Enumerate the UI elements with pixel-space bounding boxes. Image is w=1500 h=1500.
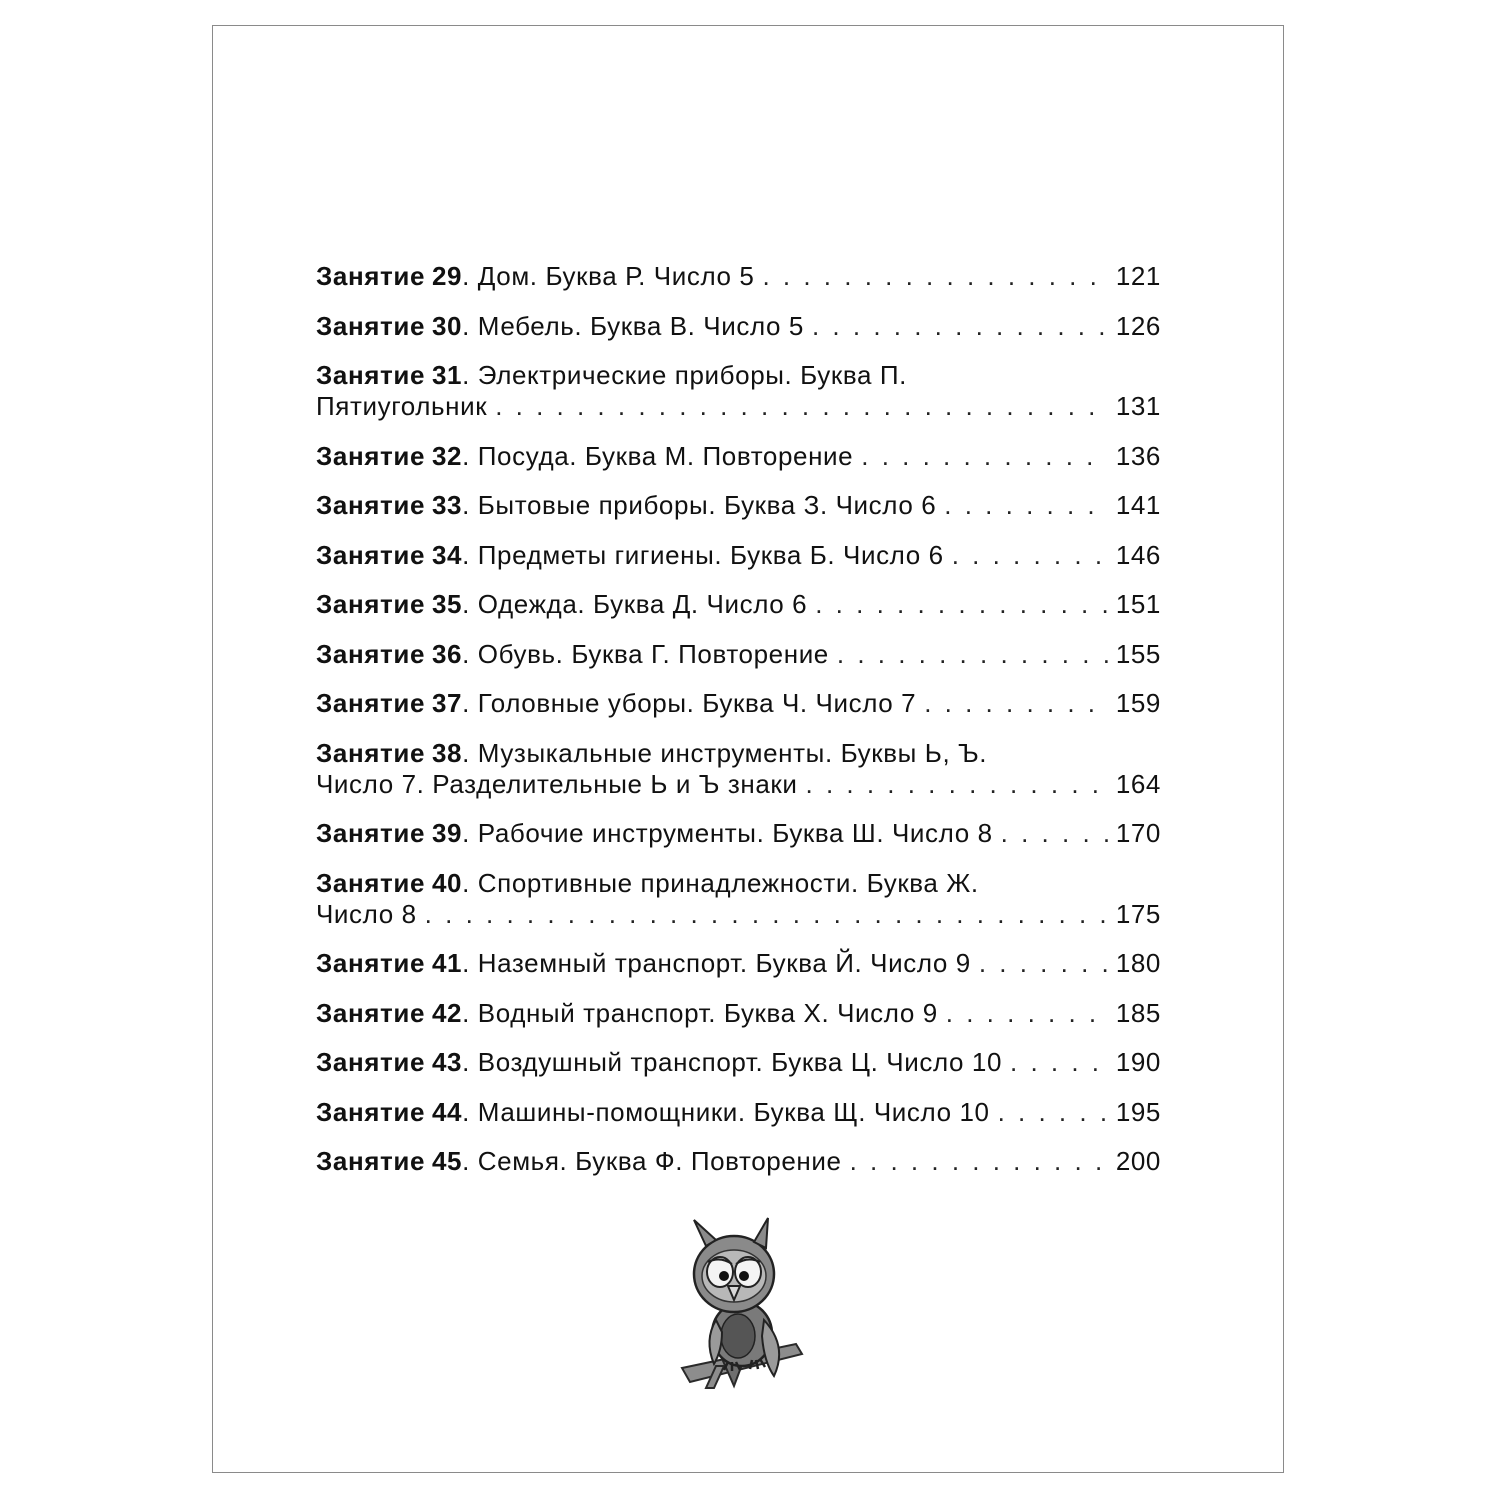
lesson-word: Занятие bbox=[316, 948, 425, 978]
table-of-contents bbox=[316, 258, 1161, 1193]
lesson-number: 29 bbox=[432, 261, 463, 291]
dot-leader bbox=[837, 636, 1109, 672]
lesson-title: . Музыкальные инструменты. Буквы Ь, Ъ. bbox=[462, 737, 988, 768]
lesson-title: . Электрические приборы. Буква П. bbox=[462, 360, 907, 390]
page-number: 190 bbox=[1115, 1047, 1161, 1077]
lesson-number: 36 bbox=[432, 638, 463, 669]
page-number: 159 bbox=[1115, 688, 1161, 718]
lesson-title-continued: Пятиугольник bbox=[316, 391, 488, 421]
lesson-label bbox=[316, 685, 462, 721]
dot-leader bbox=[1010, 1044, 1109, 1080]
dot-leader bbox=[861, 438, 1109, 474]
lesson-title: . Водный транспорт. Буква Х. Число 9 bbox=[462, 997, 938, 1028]
lesson-word: Занятие bbox=[316, 818, 425, 848]
lesson-word: Занятие bbox=[316, 261, 425, 291]
toc-entry bbox=[316, 1044, 1161, 1094]
page-number: 180 bbox=[1115, 948, 1161, 978]
page-number: 170 bbox=[1115, 818, 1161, 848]
lesson-number: 31 bbox=[432, 360, 463, 390]
lesson-title: . Рабочие инструменты. Буква Ш. Число 8 bbox=[462, 818, 993, 848]
lesson-label bbox=[316, 815, 462, 851]
lesson-label bbox=[316, 586, 462, 622]
lesson-number: 39 bbox=[432, 818, 463, 848]
dot-leader bbox=[425, 896, 1109, 932]
lesson-number: 42 bbox=[432, 997, 463, 1028]
lesson-number: 32 bbox=[432, 440, 463, 471]
lesson-label bbox=[316, 438, 462, 474]
dot-leader bbox=[495, 388, 1109, 424]
lesson-number: 35 bbox=[432, 589, 463, 619]
lesson-number: 43 bbox=[432, 1047, 463, 1077]
lesson-title: . Посуда. Буква М. Повторение bbox=[462, 440, 854, 471]
lesson-title-continued: Число 7. Разделительные Ь и Ъ знаки bbox=[316, 768, 798, 799]
page-number: 155 bbox=[1115, 638, 1161, 669]
lesson-title: . Обувь. Буква Г. Повторение bbox=[462, 638, 829, 669]
lesson-title: . Бытовые приборы. Буква З. Число 6 bbox=[462, 490, 937, 520]
toc-entry bbox=[316, 735, 1161, 816]
lesson-title: . Предметы гигиены. Буква Б. Число 6 bbox=[462, 539, 944, 570]
lesson-number: 40 bbox=[432, 867, 463, 898]
page-number: 185 bbox=[1115, 997, 1161, 1028]
toc-entry bbox=[316, 945, 1161, 995]
lesson-number: 44 bbox=[432, 1096, 463, 1127]
lesson-word: Занятие bbox=[316, 440, 425, 471]
lesson-label bbox=[316, 1143, 462, 1179]
lesson-title: . Воздушный транспорт. Буква Ц. Число 10 bbox=[462, 1047, 1003, 1077]
lesson-word: Занятие bbox=[316, 490, 425, 520]
lesson-word: Занятие bbox=[316, 589, 425, 619]
toc-entry bbox=[316, 685, 1161, 735]
lesson-label bbox=[316, 995, 462, 1031]
page-number: 126 bbox=[1115, 310, 1161, 341]
page-number: 195 bbox=[1115, 1096, 1161, 1127]
lesson-title: . Головные уборы. Буква Ч. Число 7 bbox=[462, 688, 917, 718]
lesson-word: Занятие bbox=[316, 1047, 425, 1077]
dot-leader bbox=[806, 766, 1110, 802]
dot-leader bbox=[952, 537, 1109, 573]
dot-leader bbox=[815, 586, 1109, 622]
dot-leader bbox=[924, 685, 1109, 721]
lesson-label bbox=[316, 1094, 462, 1130]
lesson-word: Занятие bbox=[316, 1146, 425, 1176]
page-number: 146 bbox=[1115, 539, 1161, 570]
lesson-number: 33 bbox=[432, 490, 463, 520]
dot-leader bbox=[998, 1094, 1109, 1130]
lesson-title: . Одежда. Буква Д. Число 6 bbox=[462, 589, 808, 619]
page-number: 164 bbox=[1115, 768, 1161, 799]
lesson-word: Занятие bbox=[316, 1096, 425, 1127]
lesson-number: 45 bbox=[432, 1146, 463, 1176]
toc-entry bbox=[316, 1143, 1161, 1193]
lesson-title: . Дом. Буква Р. Число 5 bbox=[462, 261, 755, 291]
toc-entry bbox=[316, 357, 1161, 438]
page-number: 136 bbox=[1115, 440, 1161, 471]
lesson-word: Занятие bbox=[316, 360, 425, 390]
lesson-label bbox=[316, 945, 462, 981]
lesson-label bbox=[316, 636, 462, 672]
lesson-label bbox=[316, 308, 462, 344]
toc-entry bbox=[316, 537, 1161, 587]
dot-leader bbox=[850, 1143, 1109, 1179]
toc-entry bbox=[316, 258, 1161, 308]
page-number: 175 bbox=[1115, 898, 1161, 929]
dot-leader bbox=[1001, 815, 1109, 851]
lesson-number: 30 bbox=[432, 310, 463, 341]
lesson-title-continued: Число 8 bbox=[316, 898, 417, 929]
lesson-label bbox=[316, 487, 462, 523]
toc-entry bbox=[316, 586, 1161, 636]
lesson-number: 38 bbox=[432, 737, 463, 768]
lesson-word: Занятие bbox=[316, 688, 425, 718]
toc-entry bbox=[316, 636, 1161, 686]
lesson-word: Занятие bbox=[316, 997, 425, 1028]
toc-entry bbox=[316, 815, 1161, 865]
lesson-word: Занятие bbox=[316, 867, 425, 898]
toc-entry bbox=[316, 865, 1161, 946]
toc-entry bbox=[316, 308, 1161, 358]
lesson-number: 37 bbox=[432, 688, 463, 718]
lesson-number: 41 bbox=[432, 948, 463, 978]
lesson-title: . Мебель. Буква В. Число 5 bbox=[462, 310, 804, 341]
dot-leader bbox=[979, 945, 1109, 981]
page-number: 200 bbox=[1115, 1146, 1161, 1176]
dot-leader bbox=[762, 258, 1109, 294]
lesson-title: . Машины-помощники. Буква Щ. Число 10 bbox=[462, 1096, 990, 1127]
owl-on-branch-icon bbox=[676, 1216, 808, 1392]
lesson-title: . Спортивные принадлежности. Буква Ж. bbox=[462, 867, 979, 898]
lesson-title: . Семья. Буква Ф. Повторение bbox=[462, 1146, 842, 1176]
dot-leader bbox=[944, 487, 1109, 523]
lesson-number: 34 bbox=[432, 539, 463, 570]
lesson-label bbox=[316, 258, 462, 294]
page-number: 141 bbox=[1115, 490, 1161, 520]
page-number: 131 bbox=[1115, 391, 1161, 421]
toc-entry bbox=[316, 438, 1161, 488]
toc-entry bbox=[316, 995, 1161, 1045]
lesson-title: . Наземный транспорт. Буква Й. Число 9 bbox=[462, 948, 971, 978]
page-number: 121 bbox=[1115, 261, 1161, 291]
lesson-word: Занятие bbox=[316, 310, 425, 341]
lesson-label bbox=[316, 537, 462, 573]
lesson-word: Занятие bbox=[316, 539, 425, 570]
toc-entry bbox=[316, 487, 1161, 537]
lesson-word: Занятие bbox=[316, 737, 425, 768]
dot-leader bbox=[812, 308, 1109, 344]
toc-entry bbox=[316, 1094, 1161, 1144]
lesson-word: Занятие bbox=[316, 638, 425, 669]
dot-leader bbox=[946, 995, 1109, 1031]
lesson-label bbox=[316, 1044, 462, 1080]
page-number: 151 bbox=[1115, 589, 1161, 619]
